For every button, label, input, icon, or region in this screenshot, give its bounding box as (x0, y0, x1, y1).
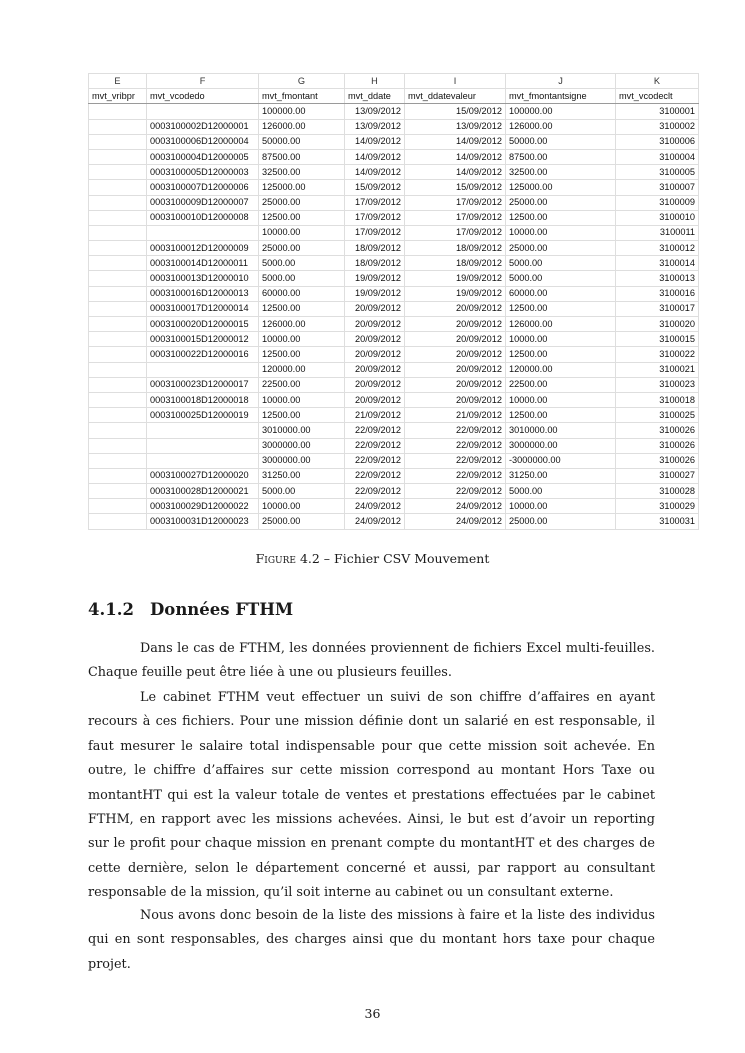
table-cell: 3100015 (616, 332, 699, 347)
table-row (89, 408, 699, 423)
section-title: Données FTHM (150, 600, 294, 619)
table-cell (89, 347, 147, 362)
table-cell: 3100011 (616, 225, 699, 240)
table-cell: 3100026 (616, 453, 699, 468)
figure-title: Fichier CSV Mouvement (334, 551, 490, 566)
table-cell: 32500.00 (259, 165, 345, 180)
table-cell: 12500.00 (506, 210, 616, 225)
table-cell: 22/09/2012 (345, 423, 405, 438)
table-cell (89, 210, 147, 225)
table-cell (89, 514, 147, 529)
table-row (89, 119, 699, 134)
table-cell: 10000.00 (259, 392, 345, 407)
table-cell: 25000.00 (259, 514, 345, 529)
table-cell: 3100007 (616, 180, 699, 195)
table-cell: 20/09/2012 (405, 392, 506, 407)
table-cell: 3100001 (616, 104, 699, 119)
table-cell: 125000.00 (506, 180, 616, 195)
table-cell: 14/09/2012 (405, 149, 506, 164)
table-cell: 0003100010D12000008 (147, 210, 259, 225)
table-cell: 0003100013D12000010 (147, 271, 259, 286)
table-cell: 87500.00 (506, 149, 616, 164)
table-cell: 3100014 (616, 256, 699, 271)
table-cell: 22/09/2012 (405, 438, 506, 453)
table-cell: 100000.00 (259, 104, 345, 119)
table-row (89, 165, 699, 180)
paragraph-text: Nous avons donc besoin de la liste des missions à faire et la liste des individus qui en sont responsables, des charges ainsi que du montant hors taxe pour chaque projet. (88, 908, 655, 972)
table-cell: 17/09/2012 (405, 225, 506, 240)
table-cell: 20/09/2012 (345, 332, 405, 347)
table-cell: 13/09/2012 (345, 119, 405, 134)
table-cell (89, 119, 147, 134)
table-cell: 12500.00 (506, 347, 616, 362)
table-cell (89, 286, 147, 301)
table-cell: 18/09/2012 (345, 241, 405, 256)
table-cell: 120000.00 (259, 362, 345, 377)
table-cell: 0003100009D12000007 (147, 195, 259, 210)
table-row (89, 499, 699, 514)
table-cell: 14/09/2012 (405, 165, 506, 180)
table-cell: 19/09/2012 (405, 286, 506, 301)
table-cell: 50000.00 (506, 134, 616, 149)
table-body (89, 104, 699, 529)
table-cell: 20/09/2012 (345, 377, 405, 392)
table-cell: 15/09/2012 (405, 104, 506, 119)
table-cell: 22/09/2012 (345, 453, 405, 468)
table-cell: 0003100020D12000015 (147, 317, 259, 332)
section-number: 4.1.2 (88, 600, 134, 619)
table-cell: 0003100028D12000021 (147, 484, 259, 499)
table-cell: 21/09/2012 (405, 408, 506, 423)
table-cell: 3100026 (616, 423, 699, 438)
column-letter: E (89, 74, 147, 89)
table-cell: 10000.00 (259, 332, 345, 347)
table-cell: 14/09/2012 (345, 165, 405, 180)
table-row (89, 317, 699, 332)
table-cell: 22/09/2012 (405, 484, 506, 499)
table-cell: 3100005 (616, 165, 699, 180)
table-cell: 17/09/2012 (405, 195, 506, 210)
table-cell (147, 225, 259, 240)
table-row (89, 438, 699, 453)
table-cell: 10000.00 (506, 225, 616, 240)
figure-separator: – (319, 551, 335, 566)
section-heading (88, 600, 293, 619)
table-cell: 22/09/2012 (405, 423, 506, 438)
table-cell (147, 453, 259, 468)
table-cell (89, 377, 147, 392)
table-cell (89, 332, 147, 347)
table-cell (89, 256, 147, 271)
table-cell: 22500.00 (506, 377, 616, 392)
csv-mouvement-table (88, 73, 699, 530)
table-cell: 3100016 (616, 286, 699, 301)
table-cell (89, 241, 147, 256)
field-name-header: mvt_vribpr (89, 89, 147, 104)
table-cell (89, 165, 147, 180)
table-cell: 126000.00 (259, 119, 345, 134)
table-row (89, 241, 699, 256)
table-cell: 12500.00 (506, 301, 616, 316)
table-cell: 10000.00 (259, 499, 345, 514)
field-name-header: mvt_ddate (345, 89, 405, 104)
table-cell: 3100022 (616, 347, 699, 362)
column-letter: H (345, 74, 405, 89)
table-cell: 17/09/2012 (405, 210, 506, 225)
table-cell (89, 271, 147, 286)
table-cell: 3000000.00 (506, 438, 616, 453)
table-cell: 13/09/2012 (345, 104, 405, 119)
table-cell: 12500.00 (259, 347, 345, 362)
table-row (89, 453, 699, 468)
column-letter: I (405, 74, 506, 89)
table-row (89, 286, 699, 301)
table-cell: 19/09/2012 (345, 286, 405, 301)
table-cell (147, 438, 259, 453)
table-cell: 20/09/2012 (345, 392, 405, 407)
table-row (89, 362, 699, 377)
table-row (89, 392, 699, 407)
table-row (89, 468, 699, 483)
table-cell: 0003100029D12000022 (147, 499, 259, 514)
field-name-header: mvt_vcodedo (147, 89, 259, 104)
table-cell: 0003100022D12000016 (147, 347, 259, 362)
table-row (89, 484, 699, 499)
table-cell (89, 301, 147, 316)
table-cell: 60000.00 (259, 286, 345, 301)
table-cell: 0003100031D12000023 (147, 514, 259, 529)
table-cell: 31250.00 (506, 468, 616, 483)
table-cell: 0003100016D12000013 (147, 286, 259, 301)
table-cell: 20/09/2012 (345, 301, 405, 316)
table-cell: 18/09/2012 (345, 256, 405, 271)
field-name-header: mvt_vcodeclt (616, 89, 699, 104)
table-cell: 0003100002D12000001 (147, 119, 259, 134)
table-cell: 0003100015D12000012 (147, 332, 259, 347)
paragraph-text: Le cabinet FTHM veut effectuer un suivi de son chiffre d’affaires en ayant recours à ces fichiers. Pour une mission définie dont un salarié en est responsable, il faut mesurer le salaire total indispensable pour que cette mission soit achevée. En outre, le chiffre d’affaires sur cette mission correspond au montant Hors Taxe ou montantHT qui est la valeur totale de ventes et prestations effectuées par le cabinet FTHM, en rapport avec les missions achevées. Ainsi, le but est d’avoir un reporting sur le profit pour chaque mission en prenant compte du montantHT et des charges de cette dernière, selon le département concerné et aussi, par rapport au consultant responsable de la mission, qu’il soit interne au cabinet ou un consultant externe. (88, 690, 655, 901)
table-cell: 3100009 (616, 195, 699, 210)
table-cell: 15/09/2012 (345, 180, 405, 195)
table-cell: 14/09/2012 (345, 134, 405, 149)
table-cell (89, 225, 147, 240)
table-cell: 12500.00 (259, 301, 345, 316)
table-cell (147, 423, 259, 438)
figure-label: Figure (255, 551, 296, 566)
table-cell (89, 195, 147, 210)
table-cell: 20/09/2012 (345, 317, 405, 332)
table-cell (89, 438, 147, 453)
table-cell: 5000.00 (506, 271, 616, 286)
table-cell: 0003100018D12000018 (147, 392, 259, 407)
table-cell: 0003100004D12000005 (147, 149, 259, 164)
table-cell: 24/09/2012 (405, 499, 506, 514)
table-cell: 3100027 (616, 468, 699, 483)
table-cell: 0003100025D12000019 (147, 408, 259, 423)
table-row (89, 271, 699, 286)
table-cell: 21/09/2012 (345, 408, 405, 423)
table-cell: 25000.00 (506, 195, 616, 210)
table-cell: 13/09/2012 (405, 119, 506, 134)
table-cell: 125000.00 (259, 180, 345, 195)
field-name-header: mvt_fmontantsigne (506, 89, 616, 104)
table-cell: 3100025 (616, 408, 699, 423)
paragraph-text: Dans le cas de FTHM, les données proviennent de fichiers Excel multi-feuilles. Chaque feuille peut être liée à une ou plusieurs feuilles. (88, 641, 655, 681)
table-cell: 3100026 (616, 438, 699, 453)
table-cell: 0003100006D12000004 (147, 134, 259, 149)
table-cell: 3010000.00 (259, 423, 345, 438)
table-cell: 14/09/2012 (405, 134, 506, 149)
table-cell: 17/09/2012 (345, 210, 405, 225)
table-cell: 20/09/2012 (405, 362, 506, 377)
table-cell: 126000.00 (506, 119, 616, 134)
table-cell: 20/09/2012 (345, 347, 405, 362)
table-cell: 5000.00 (506, 484, 616, 499)
table-cell (147, 362, 259, 377)
table-cell: 24/09/2012 (345, 499, 405, 514)
table-row (89, 104, 699, 119)
table-cell: 12500.00 (259, 408, 345, 423)
table-cell: 3100031 (616, 514, 699, 529)
table-cell: 3100017 (616, 301, 699, 316)
table-row (89, 423, 699, 438)
table-cell: 3010000.00 (506, 423, 616, 438)
table-cell (89, 468, 147, 483)
table-cell: 22/09/2012 (345, 438, 405, 453)
table-cell (89, 423, 147, 438)
paragraph (88, 686, 655, 906)
figure-number: 4.2 (299, 551, 320, 566)
table-cell (147, 104, 259, 119)
table-row (89, 332, 699, 347)
table-cell: 120000.00 (506, 362, 616, 377)
table-cell (89, 392, 147, 407)
table-cell (89, 149, 147, 164)
figure-caption (0, 551, 745, 566)
table-cell (89, 104, 147, 119)
table-cell: 10000.00 (506, 499, 616, 514)
table-cell: 5000.00 (506, 256, 616, 271)
table-cell: 100000.00 (506, 104, 616, 119)
table-cell (89, 317, 147, 332)
table-cell: 3100021 (616, 362, 699, 377)
table-cell: 18/09/2012 (405, 241, 506, 256)
table-cell (89, 180, 147, 195)
table-cell: 87500.00 (259, 149, 345, 164)
table-cell: 3100013 (616, 271, 699, 286)
table-cell: 12500.00 (259, 210, 345, 225)
table-cell: 0003100012D12000009 (147, 241, 259, 256)
table-cell: 5000.00 (259, 256, 345, 271)
table-cell (89, 453, 147, 468)
column-letter: K (616, 74, 699, 89)
table-row (89, 256, 699, 271)
table-cell: 24/09/2012 (345, 514, 405, 529)
table-cell: 22500.00 (259, 377, 345, 392)
column-letter: F (147, 74, 259, 89)
table-cell: 17/09/2012 (345, 195, 405, 210)
table-cell: 5000.00 (259, 271, 345, 286)
table-cell: 3100023 (616, 377, 699, 392)
table-cell (89, 499, 147, 514)
field-name-header: mvt_ddatevaleur (405, 89, 506, 104)
table-cell: 22/09/2012 (405, 453, 506, 468)
field-names-row (89, 89, 699, 104)
paragraph (88, 637, 655, 686)
table-cell: 3000000.00 (259, 453, 345, 468)
table-cell: 126000.00 (259, 317, 345, 332)
table-cell: 25000.00 (259, 241, 345, 256)
field-name-header: mvt_fmontant (259, 89, 345, 104)
table-row (89, 210, 699, 225)
table-cell: 32500.00 (506, 165, 616, 180)
table-row (89, 134, 699, 149)
table-cell: 20/09/2012 (405, 301, 506, 316)
table-cell: 3100010 (616, 210, 699, 225)
table-cell: 3000000.00 (259, 438, 345, 453)
table-cell: 3100029 (616, 499, 699, 514)
table-cell: 3100012 (616, 241, 699, 256)
table-cell: 22/09/2012 (345, 484, 405, 499)
table-cell: 19/09/2012 (345, 271, 405, 286)
table-cell: 22/09/2012 (345, 468, 405, 483)
table-cell: 10000.00 (506, 392, 616, 407)
column-letters-row (89, 74, 699, 89)
table-cell: 18/09/2012 (405, 256, 506, 271)
table-cell: 10000.00 (506, 332, 616, 347)
table-cell: 5000.00 (259, 484, 345, 499)
table-cell: 19/09/2012 (405, 271, 506, 286)
table-cell: 60000.00 (506, 286, 616, 301)
table-cell: 20/09/2012 (405, 317, 506, 332)
column-letter: G (259, 74, 345, 89)
table-cell: 24/09/2012 (405, 514, 506, 529)
page-number: 36 (364, 1006, 381, 1021)
table-cell: 0003100005D12000003 (147, 165, 259, 180)
table-row (89, 195, 699, 210)
table-cell: 3100020 (616, 317, 699, 332)
table-row (89, 301, 699, 316)
column-letter: J (506, 74, 616, 89)
table-cell: 3100004 (616, 149, 699, 164)
table-cell: 20/09/2012 (405, 332, 506, 347)
table-cell: 3100006 (616, 134, 699, 149)
table-cell: 12500.00 (506, 408, 616, 423)
table-cell: 0003100023D12000017 (147, 377, 259, 392)
table-cell: 0003100014D12000011 (147, 256, 259, 271)
table-row (89, 180, 699, 195)
table-cell (89, 408, 147, 423)
table-cell: 20/09/2012 (405, 347, 506, 362)
table-cell: 20/09/2012 (345, 362, 405, 377)
table-cell: 20/09/2012 (405, 377, 506, 392)
table-cell: 0003100017D12000014 (147, 301, 259, 316)
table-cell: 50000.00 (259, 134, 345, 149)
table-cell: 25000.00 (259, 195, 345, 210)
table-cell: 17/09/2012 (345, 225, 405, 240)
table-cell: 15/09/2012 (405, 180, 506, 195)
table-row (89, 225, 699, 240)
paragraph (88, 904, 655, 977)
table-cell: 0003100007D12000006 (147, 180, 259, 195)
table-cell: 3100028 (616, 484, 699, 499)
table-cell (89, 484, 147, 499)
table-row (89, 149, 699, 164)
table-row (89, 347, 699, 362)
table-cell: 3100018 (616, 392, 699, 407)
table-cell: 14/09/2012 (345, 149, 405, 164)
table-cell: 25000.00 (506, 514, 616, 529)
table-cell: 31250.00 (259, 468, 345, 483)
table-cell: 25000.00 (506, 241, 616, 256)
table-row (89, 377, 699, 392)
table-cell: 3100002 (616, 119, 699, 134)
table-cell (89, 134, 147, 149)
table-cell: 126000.00 (506, 317, 616, 332)
table-cell: 10000.00 (259, 225, 345, 240)
table-cell: 22/09/2012 (405, 468, 506, 483)
table-cell (89, 362, 147, 377)
table-cell: -3000000.00 (506, 453, 616, 468)
table-row (89, 514, 699, 529)
table-cell: 0003100027D12000020 (147, 468, 259, 483)
